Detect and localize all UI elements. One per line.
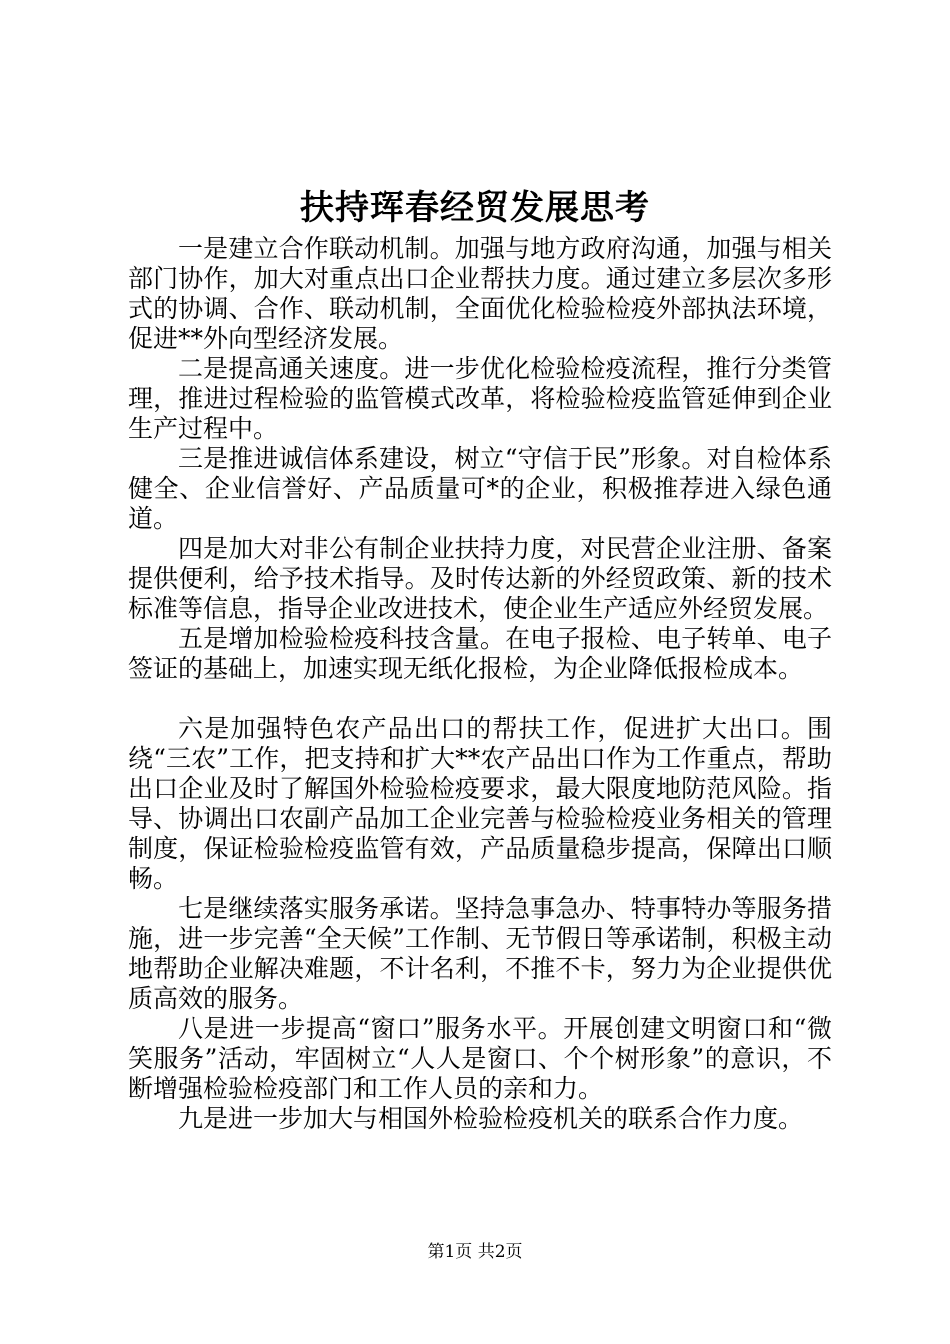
paragraph-4: 四是加大对非公有制企业扶持力度，对民营企业注册、备案提供便利，给予技术指导。及时传达新的外经贸政策、新的技术标准等信息，指导企业改进技术，使企业生产适应外经贸发展。 (128, 534, 832, 623)
page-footer: 第1页 共2页 (427, 1242, 523, 1262)
document-body (128, 234, 832, 1134)
paragraph-2: 二是提高通关速度。进一步优化检验检疫流程，推行分类管理，推进过程检验的监管模式改革，将检验检疫监管延伸到企业生产过程中。 (128, 354, 832, 443)
paragraph-6: 六是加强特色农产品出口的帮扶工作，促进扩大出口。围绕“三农”工作，把支持和扩大**农产品出口作为工作重点，帮助出口企业及时了解国外检验检疫要求，最大限度地防范风险。指导、协调出口农副产品加工企业完善与检验检疫业务相关的管理制度，保证检验检疫监管有效，产品质量稳步提高，保障出口顺畅。 (128, 714, 832, 893)
paragraph-5: 五是增加检验检疫科技含量。在电子报检、电子转单、电子签证的基础上，加速实现无纸化报检，为企业降低报检成本。 (128, 624, 832, 683)
paragraph-7: 七是继续落实服务承诺。坚持急事急办、特事特办等服务措施，进一步完善“全天候”工作制、无节假日等承诺制，积极主动地帮助企业解决难题，不计名利，不推不卡，努力为企业提供优质高效的服务。 (128, 894, 832, 1013)
document-title: 扶持珲春经贸发展思考 (300, 188, 650, 228)
paragraph-1: 一是建立合作联动机制。加强与地方政府沟通，加强与相关部门协作，加大对重点出口企业帮扶力度。通过建立多层次多形式的协调、合作、联动机制，全面优化检验检疫外部执法环境，促进**外向型经济发展。 (128, 234, 832, 353)
paragraph-8: 八是进一步提高“窗口”服务水平。开展创建文明窗口和“微笑服务”活动，牢固树立“人人是窗口、个个树形象”的意识，不断增强检验检疫部门和工作人员的亲和力。 (128, 1014, 832, 1103)
paragraph-9: 九是进一步加大与相国外检验检疫机关的联系合作力度。 (178, 1104, 804, 1133)
paragraph-3: 三是推进诚信体系建设，树立“守信于民”形象。对自检体系健全、企业信誉好、产品质量可*的企业，积极推荐进入绿色通道。 (128, 444, 832, 533)
